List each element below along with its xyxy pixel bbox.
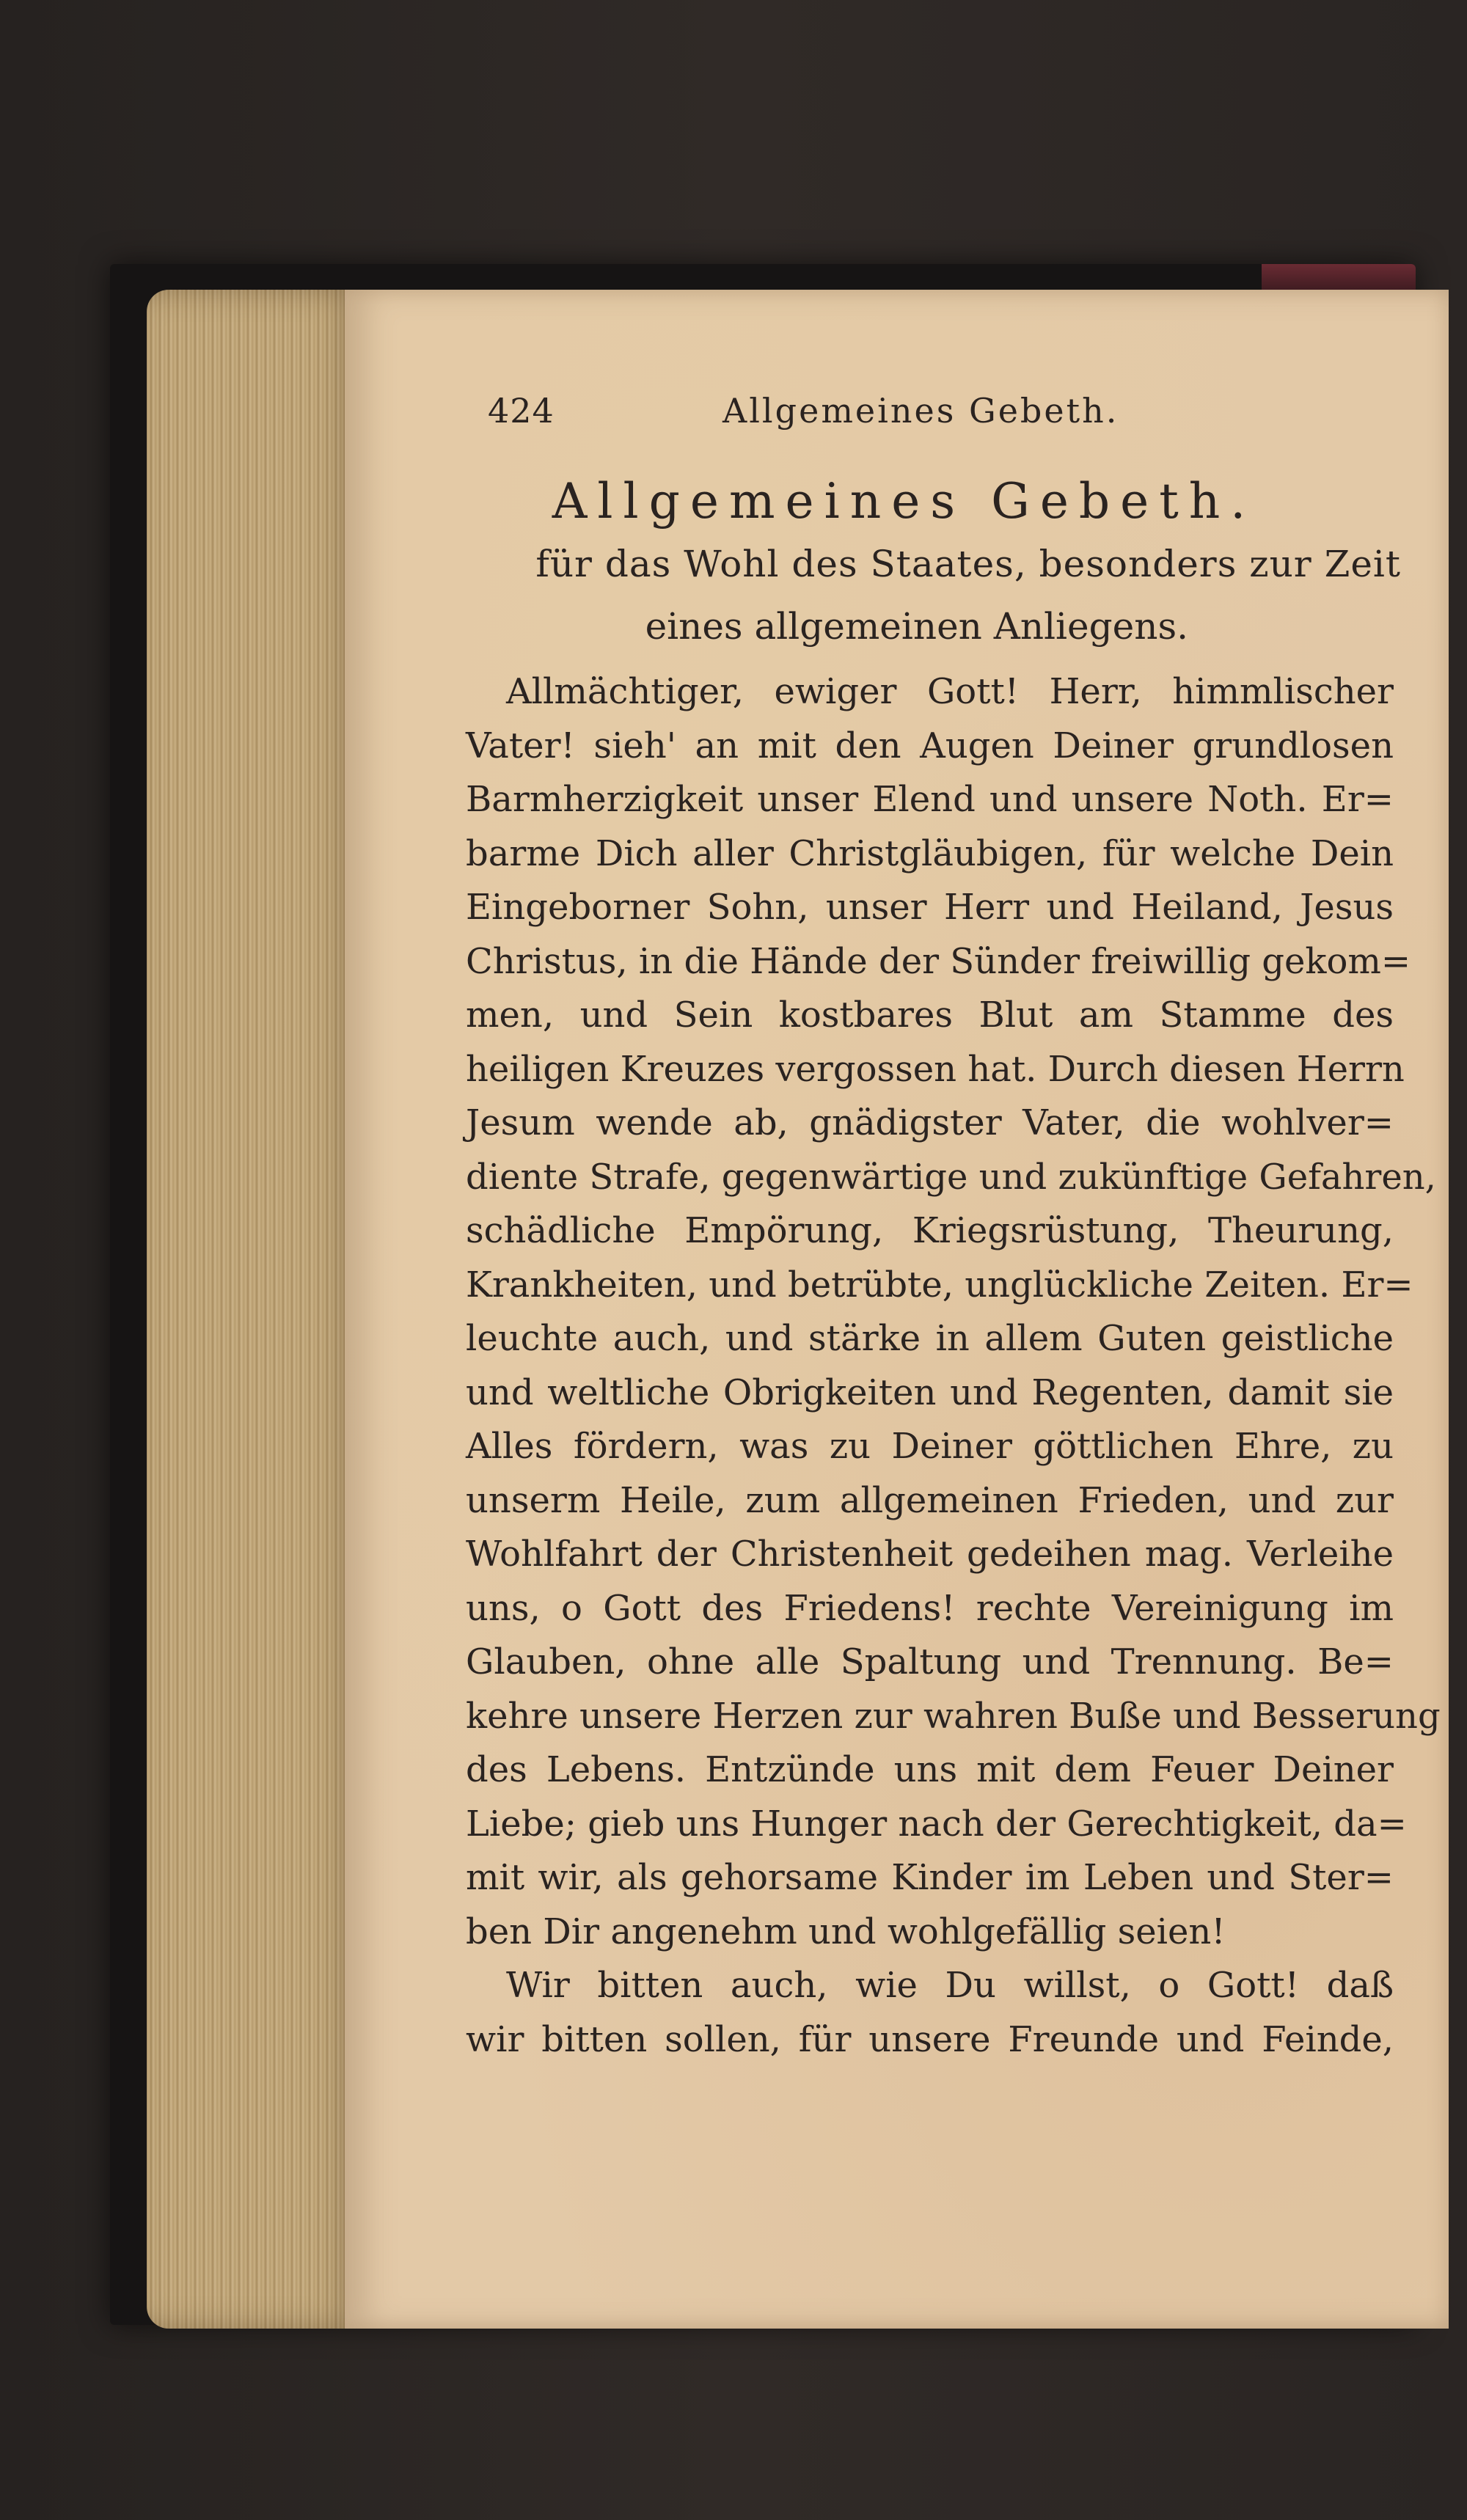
prayer-body [466, 665, 1441, 2067]
text-line: Alles fördern, was zu Deiner göttlichen Ehre, zu [466, 1426, 1394, 1467]
text-line: diente Strafe, gegenwärtige und zukünftige Gefahren, [466, 1156, 1436, 1198]
text-line: Jesum wende ab, gnädigster Vater, die wohlver= [466, 1102, 1394, 1143]
text-line: Krankheiten, und betrübte, unglückliche Zeiten. Er= [466, 1264, 1413, 1305]
text-line: Glauben, ohne alle Spaltung und Trennung. Be= [466, 1641, 1394, 1682]
prayer-title: Allgemeines Gebeth. [552, 473, 1256, 530]
text-line: ben Dir angenehm und wohlgefällig seien! [466, 1911, 1226, 1952]
text-line: Wir bitten auch, wie Du willst, o Gott! daß [506, 1965, 1394, 2006]
running-head [488, 391, 1295, 450]
page-number: 424 [488, 391, 555, 431]
text-line: Wohlfahrt der Christenheit gedeihen mag. Verleihe [466, 1534, 1394, 1575]
prayer-subtitle-line-1: für das Wohl des Staates, besonders zur Zeit [535, 543, 1401, 585]
text-line: leuchte auch, und stärke in allem Guten geistliche [466, 1318, 1394, 1359]
text-line: Vater! sieh' an mit den Augen Deiner grundlosen [466, 725, 1394, 766]
text-line: Eingeborner Sohn, unser Herr und Heiland, Jesus [466, 887, 1394, 928]
text-line: Christus, in die Hände der Sünder freiwillig gekom= [466, 940, 1411, 982]
text-line: schädliche Empörung, Kriegsrüstung, Theurung, [466, 1210, 1394, 1251]
text-line: kehre unsere Herzen zur wahren Buße und Besserung [466, 1695, 1441, 1737]
prayer-subtitle-line-2: eines allgemeinen Anliegens. [645, 605, 1188, 648]
text-line: mit wir, als gehorsame Kinder im Leben und Ster= [466, 1857, 1394, 1898]
cover-edge [1262, 264, 1416, 293]
text-line: Barmherzigkeit unser Elend und unsere Noth. Er= [466, 779, 1394, 820]
page-edges [147, 290, 359, 2329]
text-line: men, und Sein kostbares Blut am Stamme des [466, 995, 1394, 1036]
text-line: uns, o Gott des Friedens! rechte Vereinigung im [466, 1587, 1394, 1629]
text-line: unserm Heile, zum allgemeinen Frieden, und zur [466, 1479, 1394, 1521]
text-line: des Lebens. Entzünde uns mit dem Feuer Deiner [466, 1749, 1394, 1790]
text-line: wir bitten sollen, für unsere Freunde und Feinde, [466, 2018, 1394, 2060]
text-line: barme Dich aller Christgläubigen, für welche Dein [466, 832, 1394, 874]
text-line: und weltliche Obrigkeiten und Regenten, damit sie [466, 1371, 1394, 1413]
text-line: Liebe; gieb uns Hunger nach der Gerechtigkeit, da= [466, 1803, 1407, 1845]
running-title: Allgemeines Gebeth. [722, 391, 1119, 431]
book-page [345, 290, 1449, 2329]
text-line: Allmächtiger, ewiger Gott! Herr, himmlischer [506, 671, 1394, 712]
text-line: heiligen Kreuzes vergossen hat. Durch diesen Herrn [466, 1048, 1405, 1090]
